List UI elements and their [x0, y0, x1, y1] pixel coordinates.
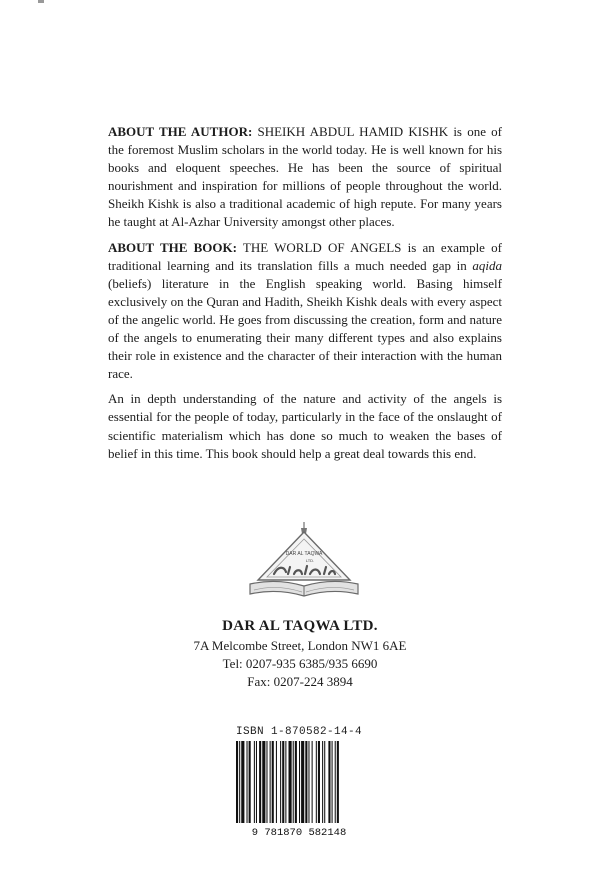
isbn-label: ISBN 1-870582-14-4 [235, 726, 363, 738]
barcode-bar [324, 741, 325, 823]
publisher-tel: Tel: 0207-935 6385/935 6690 [222, 656, 378, 671]
barcode-bar [247, 741, 248, 823]
barcode-bar [316, 741, 317, 823]
barcode-bar [266, 741, 267, 823]
barcode-bar [259, 741, 261, 823]
barcode-bar [280, 741, 281, 823]
barcode-bar [337, 741, 339, 823]
barcode-bar [308, 741, 309, 823]
logo-text: DAR AL TAQWA [285, 551, 323, 557]
barcode-block [232, 725, 366, 837]
barcode-bar [328, 741, 330, 823]
barcode-bar [332, 741, 333, 823]
barcode-digits: 9 781870 582148 [251, 827, 347, 837]
barcode-bar [262, 741, 265, 823]
barcode-bar [276, 741, 277, 823]
barcode-bar [256, 741, 257, 823]
barcode-bar [249, 741, 251, 823]
about-author-paragraph [108, 123, 502, 232]
barcode-bar [239, 741, 240, 823]
about-author-body: SHEIKH ABDUL HAMID KISHK is one of the foremost Muslim scholars in the world today. He is well known for his books and eloquent speeches. He has been the source of spiritual nourishment and inspiration for millions of people throughout the world. Sheikh Kishk is also a traditional academic of high repute. For many years he taught at Al-Azhar University amongst other places. [108, 124, 502, 230]
about-book-heading: ABOUT THE BOOK: [108, 239, 237, 255]
aqida-term: aqida [472, 257, 502, 273]
barcode-bar [301, 741, 304, 823]
publisher-fax: Fax: 0207-224 3894 [247, 674, 353, 689]
logo-text-ltd: LTD. [305, 558, 315, 563]
barcode-bar [293, 741, 294, 823]
barcode [232, 739, 366, 837]
barcode-bar [299, 741, 300, 823]
barcode-bar [254, 741, 255, 823]
barcode-bar [285, 741, 286, 823]
publisher-block [150, 617, 450, 691]
publisher-address: 7A Melcombe Street, London NW1 6AE [193, 638, 407, 653]
about-book-body-2: (beliefs) literature in the English speaking world. Basing himself exclusively on the Quran and Hadith, Sheikh Kishk deals with every aspect of the angelic world. He goes from discussing the creation, form and nature of the angels to enumerating their many different types and also explains their role in existence and the character of their interaction with the human race. [108, 275, 502, 382]
barcode-bar [236, 741, 238, 823]
about-author-heading: ABOUT THE AUTHOR: [108, 124, 253, 139]
publisher-logo [244, 522, 364, 604]
about-book-paragraph [108, 239, 502, 384]
barcode-bar [241, 741, 244, 823]
barcode-bar [305, 741, 307, 823]
publisher-name: DAR AL TAQWA LTD. [222, 618, 378, 634]
barcode-bar [318, 741, 320, 823]
barcode-bar [270, 741, 271, 823]
about-book-body-1: THE WORLD OF ANGELS is an example of traditional learning and its translation fills a much needed gap in [108, 239, 502, 273]
barcode-bar [295, 741, 297, 823]
barcode-bar [282, 741, 284, 823]
barcode-bar [272, 741, 274, 823]
barcode-bar [312, 741, 313, 823]
barcode-bar [335, 741, 336, 823]
barcode-bar [289, 741, 292, 823]
closing-paragraph: An in depth understanding of the nature and activity of the angels is essential for the people of today, particularly in the face of the onslaught of scientific materialism which has done so much to weaken the bases of belief in this time. This book should help a great deal towards this end. [108, 391, 502, 461]
cover-text [108, 123, 502, 470]
corner-mark [38, 0, 44, 3]
barcode-bar [322, 741, 323, 823]
